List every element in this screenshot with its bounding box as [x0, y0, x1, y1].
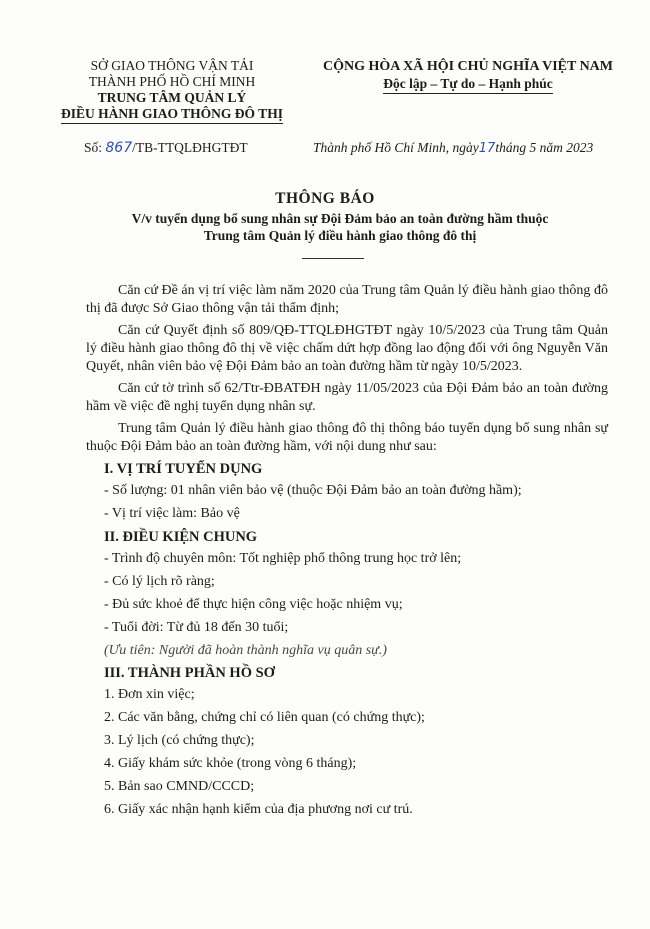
- list-item: 4. Giấy khám sức khỏe (trong vòng 6 tháng);: [104, 756, 357, 771]
- list-item: 1. Đơn xin việc;: [104, 687, 195, 702]
- subject-line-2: Trung tâm Quản lý điều hành giao thông đô thị: [203, 228, 477, 243]
- document-body: [86, 282, 608, 824]
- list-item: - Số lượng: 01 nhân viên bảo vệ (thuộc Đội Đảm bảo an toàn đường hầm);: [104, 483, 522, 498]
- subject-line-1: V/v tuyển dụng bổ sung nhân sự Đội Đảm bảo an toàn đường hầm thuộc: [131, 211, 549, 226]
- national-header: [318, 58, 618, 94]
- list-item: - Trình độ chuyên môn: Tốt nghiệp phổ thông trung học trở lên;: [104, 551, 462, 566]
- list-item: - Có lý lịch rõ ràng;: [104, 574, 215, 589]
- document-subject: [80, 210, 600, 244]
- docno-handwritten: 867: [105, 140, 133, 156]
- issuer-block: [52, 58, 292, 124]
- issuer-line-2: THÀNH PHỐ HỒ CHÍ MINH: [88, 74, 256, 89]
- place-date: [313, 140, 593, 156]
- place-date-day: 17: [478, 141, 496, 156]
- paragraph: Căn cứ Quyết định số 809/QĐ-TTQLĐHGTĐT ngày 10/5/2023 của Trung tâm Quản lý điều hành giao thông đô thị về việc chấm dứt hợp đồng lao động đối với ông Nguyễn Văn Quyết, nhân viên bảo vệ Đội Đảm bảo an toàn đường hầm từ ngày 10/5/2023.: [86, 323, 608, 374]
- list-item: - Vị trí việc làm: Bảo vệ: [104, 506, 240, 521]
- place-date-after: tháng 5 năm 2023: [495, 140, 594, 155]
- section-heading: III. THÀNH PHẦN HỒ SƠ: [104, 665, 275, 681]
- national-motto: Độc lập – Tự do – Hạnh phúc: [383, 75, 553, 94]
- section-heading: II. ĐIỀU KIỆN CHUNG: [104, 529, 258, 545]
- priority-note: (Ưu tiên: Người đã hoàn thành nghĩa vụ quân sự.): [104, 643, 387, 658]
- paragraph: Trung tâm Quản lý điều hành giao thông đô thị thông báo tuyển dụng bổ sung nhân sự thuộc Đội Đảm bảo an toàn đường hầm, với nội dung như sau:: [86, 421, 608, 454]
- document-number: [84, 140, 248, 156]
- list-item: - Tuổi đời: Từ đủ 18 đến 30 tuổi;: [104, 620, 289, 635]
- list-item: - Đủ sức khoẻ để thực hiện công việc hoặc nhiệm vụ;: [104, 597, 403, 612]
- paragraph: Căn cứ tờ trình số 62/Ttr-ĐBATĐH ngày 11/05/2023 của Đội Đảm bảo an toàn đường hầm về việc đề nghị tuyển dụng nhân sự.: [86, 381, 608, 414]
- title-divider: [302, 258, 364, 259]
- place-date-before: Thành phố Hồ Chí Minh, ngày: [313, 140, 479, 155]
- paragraph: Căn cứ Đề án vị trí việc làm năm 2020 của Trung tâm Quản lý điều hành giao thông đô thị đã được Sở Giao thông vận tải thẩm định;: [86, 283, 608, 316]
- issuer-line-3: TRUNG TÂM QUẢN LÝ: [97, 90, 247, 105]
- docno-suffix: /TB-TTQLĐHGTĐT: [132, 140, 248, 155]
- docno-prefix: Số:: [84, 140, 103, 155]
- issuer-line-1: SỞ GIAO THÔNG VẬN TẢI: [90, 58, 254, 73]
- issuer-line-4: ĐIỀU HÀNH GIAO THÔNG ĐÔ THỊ: [61, 106, 283, 124]
- document-title: THÔNG BÁO: [275, 190, 375, 207]
- list-item: 6. Giấy xác nhận hạnh kiểm của địa phương nơi cư trú.: [104, 802, 413, 817]
- list-item: 3. Lý lịch (có chứng thực);: [104, 733, 255, 748]
- list-item: 5. Bản sao CMND/CCCD;: [104, 779, 255, 794]
- section-heading: I. VỊ TRÍ TUYỂN DỤNG: [104, 461, 263, 477]
- national-title: CỘNG HÒA XÃ HỘI CHỦ NGHĨA VIỆT NAM: [322, 59, 613, 74]
- list-item: 2. Các văn bằng, chứng chỉ có liên quan (có chứng thực);: [104, 710, 425, 725]
